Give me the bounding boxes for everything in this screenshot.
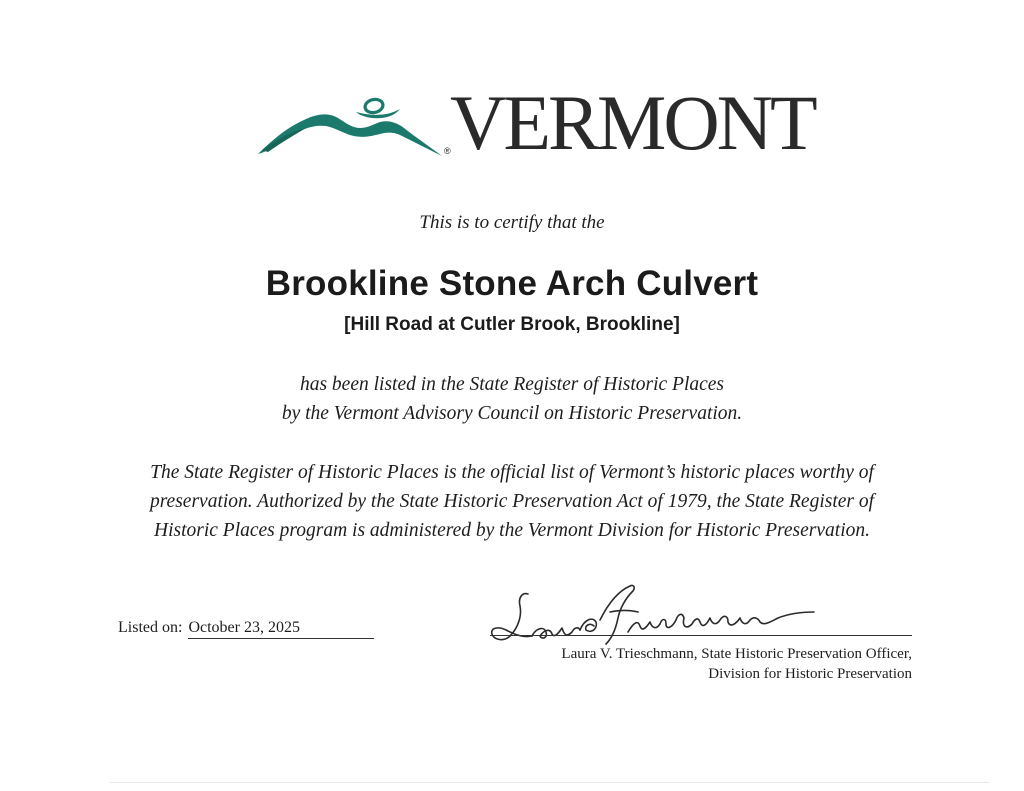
- property-name: Brookline Stone Arch Culvert: [265, 264, 759, 303]
- vermont-logo: [256, 79, 815, 178]
- footer-rule: [110, 782, 990, 783]
- listed-on-date: October 23, 2025: [188, 619, 374, 639]
- register-line-3: Historic Places program is administered by the Vermont Division for Historic Preservation.: [153, 520, 870, 541]
- green-mountains-sun-icon: [256, 92, 446, 158]
- listed-statement: [0, 370, 1024, 428]
- register-line-1: The State Register of Historic Places is the official list of Vermont’s historic places worthy of: [150, 462, 874, 483]
- listed-line-1: has been listed in the State Register of Historic Places: [299, 374, 725, 395]
- listed-on-field: [118, 619, 374, 639]
- signer-name-title: Laura V. Trieschmann, State Historic Preservation Officer,: [561, 646, 912, 662]
- register-line-2: preservation. Authorized by the State Historic Preservation Act of 1979, the State Register of: [149, 491, 875, 512]
- listed-line-2: by the Vermont Advisory Council on Historic Preservation.: [281, 403, 743, 424]
- property-location: [Hill Road at Cutler Brook, Brookline]: [344, 314, 680, 335]
- registered-mark: ®: [444, 146, 451, 156]
- signer-division: Division for Historic Preservation: [708, 666, 912, 682]
- signature-line: [490, 635, 912, 636]
- certify-line: This is to certify that the: [419, 212, 605, 233]
- handwritten-signature: [488, 582, 818, 646]
- listed-on-label: Listed on:: [118, 619, 183, 636]
- logo-wordmark: VERMONT: [450, 79, 815, 166]
- register-description: [110, 458, 914, 545]
